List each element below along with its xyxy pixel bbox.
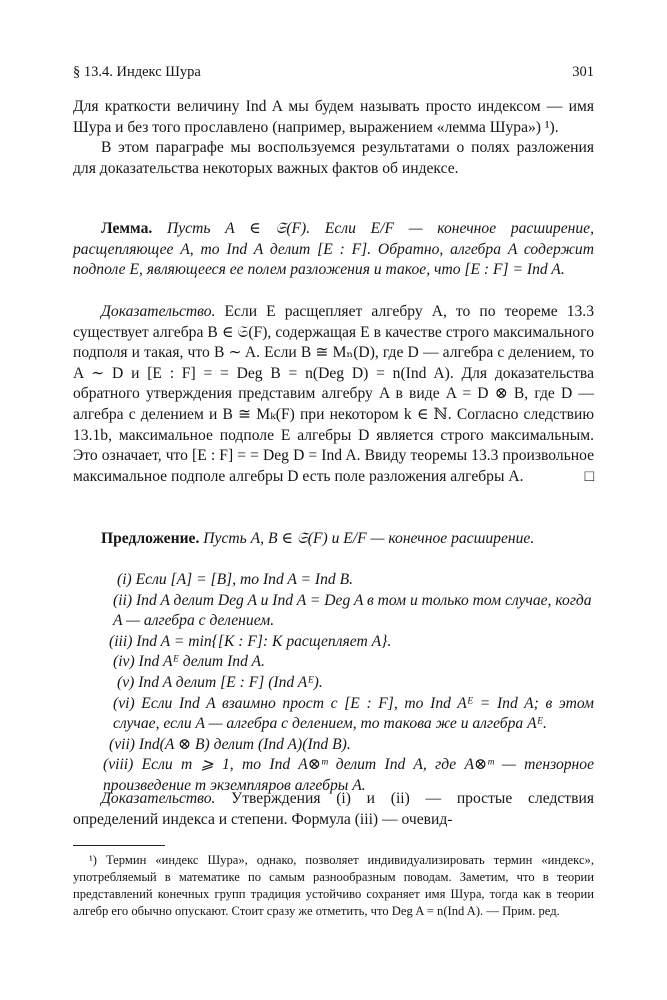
intro-paragraph-1: Для краткости величину Ind A мы будем называть просто индексом — имя Шура и без того прославлено (например, выражением «лемма Шура») ¹). xyxy=(73,98,594,136)
proposition-item-v: (v) Ind A делит [E : F] (Ind Aᴱ). xyxy=(117,673,323,691)
footnote xyxy=(73,852,594,920)
qed-symbol: □ xyxy=(584,467,594,485)
proposition-label: Предложение. xyxy=(101,530,200,547)
section-title: § 13.4. Индекс Шура xyxy=(73,64,201,80)
lemma xyxy=(73,219,594,281)
proposition-item-ii: (ii) Ind A делит Deg A и Ind A = Deg A в том и только том случае, когда A — алгебра с делением. xyxy=(113,591,592,630)
proposition-item-vii: (vii) Ind(A ⊗ B) делит (Ind A)(Ind B). xyxy=(109,735,351,753)
running-header xyxy=(73,64,594,86)
proposition xyxy=(73,529,594,550)
proposition-item-iv: (iv) Ind Aᴱ делит Ind A. xyxy=(113,653,265,671)
intro-paragraph-2: В этом параграфе мы воспользуемся результатами о полях разложения для доказательства некоторых важных фактов об индексе. xyxy=(73,139,594,177)
proof2-text: Утверждения (i) и (ii) — простые следствия определений индекса и степени. Формула (iii) — очевид- xyxy=(73,790,594,828)
lemma-proof xyxy=(73,302,594,487)
lemma-text: Пусть A ∈ 𝔖(F). Если E/F — конечное расширение, расщепляющее A, то Ind A делит [E : F]. Обратно, алгебра A содержит подполе E, являющееся ее полем разложения и такое, что [E : F] = Ind A. xyxy=(73,220,594,279)
proposition-item-viii: (viii) Если m ⩾ 1, то Ind A⊗ᵐ делит Ind A, где A⊗ᵐ — тензорное произведение m экземпляров алгебры A. xyxy=(103,756,594,794)
proof-text: Если E расщепляет алгебру A, то по теореме 13.3 существует алгебра B ∈ 𝔖(F), содержащая E в качестве строго максимального подполя и такая, что B ∼ A. Если B ≅ Mₙ(D), где D — алгебра с делением, то A ∼ D и [E : F] = = Deg B = n(Deg D) = n(Ind A). Для доказательства обратного утверждения представим алгебру A в виде A = D ⊗ B, где D — алгебра с делением и B ≅ Mₖ(F) при некотором k ∈ ℕ. Согласно следствию 13.1b, максимальное подполе E алгебры D является строго максимальным. Это означает, что [E : F] = = Deg D = Ind A. Ввиду теоремы 13.3 произвольное максимальное подполе алгебры D есть поле разложения алгебры A. xyxy=(73,303,594,485)
proposition-item-i: (i) Если [A] = [B], то Ind A = Ind B. xyxy=(117,571,354,588)
proposition-items xyxy=(73,570,594,797)
page-number: 301 xyxy=(572,64,594,80)
proof-label: Доказательство. xyxy=(101,303,216,320)
proposition-item-vi: (vi) Если Ind A взаимно прост с [E : F], то Ind Aᴱ = Ind A; в этом случае, если A — алгебра с делением, то такова же и алгебра Aᴱ. xyxy=(113,694,594,733)
proposition-proof xyxy=(73,789,594,830)
proposition-text: Пусть A, B ∈ 𝔖(F) и E/F — конечное расширение. xyxy=(203,530,535,547)
footnote-text: ¹) Термин «индекс Шура», однако, позволяет индивидуализировать термин «индекс», употребляемый в математике по самым разнообразным поводам. Заметим, что в теории представлений конечных групп традиция устойчиво сохраняет имя Шура, тогда как в теории алгебр его обычно опускают. Стоит сразу же отметить, что Deg A = n(Ind A). — Прим. ред. xyxy=(73,853,594,918)
intro-paragraphs xyxy=(73,97,594,179)
lemma-label: Лемма. xyxy=(101,220,153,237)
footnote-rule xyxy=(73,845,165,846)
proof2-label: Доказательство. xyxy=(101,790,216,807)
proposition-item-iii: (iii) Ind A = min{[K : F]: K расщепляет A}. xyxy=(109,632,392,650)
